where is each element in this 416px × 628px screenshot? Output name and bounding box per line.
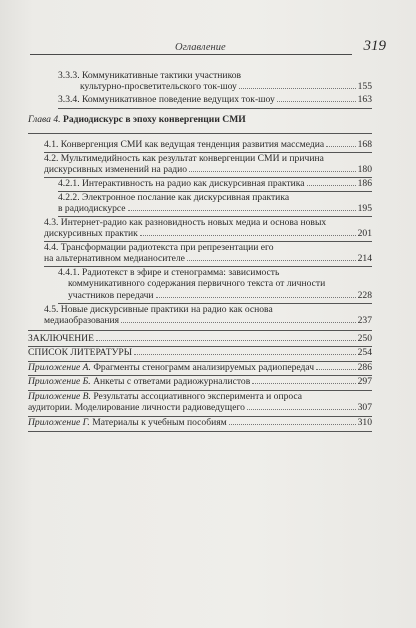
toc-entry-page: 237 [357,315,372,327]
toc-entry-title: 3.3.3. Коммуникативные тактики участников [58,70,242,81]
toc-entry-page: 307 [357,402,372,414]
toc-entry-title: Результаты ассоциативного эксперимента и опроса [93,391,303,402]
toc-entry [58,267,372,301]
toc-entry-title: СПИСОК ЛИТЕРАТУРЫ [28,347,133,358]
leader-dots [277,94,356,102]
leader-dots [134,347,356,355]
leader-dots [189,164,356,172]
toc-entry-title-cont: в радиодискурсе [58,203,126,215]
toc-entry-appendix [28,376,372,387]
chapter-title: Радиодискурс в эпоху конвергенции СМИ [62,114,246,125]
header-rule [30,54,352,55]
toc-entry [44,304,372,327]
toc-entry-page: 310 [357,417,372,428]
section-rule [28,330,372,331]
toc-entry-page: 195 [357,203,372,215]
toc-entry-title-cont: коммуникативного содержания первичного текста от личности [68,278,326,290]
toc-entry-appendix [28,362,372,373]
toc-entry-title: 4.4. Трансформации радиотекста при репрезентации его [44,242,274,253]
leader-dots [316,362,356,370]
toc-entry-bibliography [28,347,372,358]
toc-entry-title: 4.4.1. Радиотекст в эфире и стенограмма: зависимость [58,267,280,278]
leader-dots [229,417,356,425]
toc-entry [58,178,372,189]
toc-entry-page: 168 [357,139,372,150]
leader-dots [247,402,356,410]
toc-entry-title: 4.2.2. Электронное послание как дискурсивная практика [58,192,290,203]
toc-entry-page: 163 [357,94,372,105]
toc-chapter [28,114,372,125]
show-through-text [180,320,182,330]
appendix-prefix: Приложение А. [28,362,91,373]
toc-entry [44,242,372,265]
toc-entry-title-cont: на альтернативном медианосителе [44,253,185,265]
toc-entry-page: 214 [357,253,372,265]
appendix-prefix: Приложение В. [28,391,91,402]
chapter-prefix: Глава 4. [28,114,61,125]
toc-entry-page: 250 [357,333,372,344]
toc-entry-appendix [28,391,372,414]
leader-dots [140,228,356,236]
section-rule [28,133,372,134]
toc-entry-page: 297 [357,376,372,387]
toc-entry-title-cont: дискурсивных практик [44,228,138,240]
leader-dots [252,376,355,384]
toc-entry-appendix [28,417,372,428]
toc-entry [44,139,372,150]
toc-entry-title: 4.2.1. Интерактивность на радио как дискурсивная практика [58,178,305,189]
toc-entry-title: 4.3. Интернет-радио как разновидность новых медиа и основа новых [44,217,327,228]
toc-entry-page: 180 [357,164,372,176]
toc-entry [58,94,372,105]
leader-dots [121,315,356,323]
leader-dots [187,253,356,261]
toc-entry-page: 155 [357,81,372,93]
leader-dots [307,178,356,186]
toc-entry [58,70,372,93]
leader-dots [326,139,355,147]
toc-entry-title-cont: дискурсивных изменений на радио [44,164,188,176]
toc-entry-title-cont: медиаобразования [44,315,120,327]
toc-entry-page: 201 [357,228,372,240]
toc-entry [44,153,372,176]
toc-entry-title: Материалы к учебным пособиям [92,417,227,428]
toc-entry-title: Анкеты с ответами радиожурналистов [93,376,251,387]
page-header [30,38,386,60]
toc-entry-page: 286 [357,362,372,373]
running-title: Оглавление [175,42,226,53]
leader-dots [96,333,356,341]
leader-dots [239,81,356,89]
toc-entry-title: 3.3.4. Коммуникативное поведение ведущих ток-шоу [58,94,275,105]
appendix-prefix: Приложение Б. [28,376,91,387]
toc-entry-title-cont: участников передачи [68,289,154,301]
toc-entry-title: 4.5. Новые дискурсивные практики на радио как основа [44,304,273,315]
toc-entry-conclusion [28,333,372,344]
toc-entry-title-cont: культурно-просветительского ток-шоу [80,81,237,93]
toc-entry-title-cont: аудитории. Моделирование личности радиоведущего [28,402,245,414]
toc-entry-title: 4.2. Мультимедийность как результат конвергенции СМИ и причина [44,153,324,164]
toc-entry [44,217,372,240]
section-rule [58,108,372,109]
toc-entry [58,192,372,215]
leader-dots [128,203,356,211]
page-number: 319 [363,38,386,54]
toc-entry-title: ЗАКЛЮЧЕНИЕ [28,333,94,344]
toc-entry-page: 186 [357,178,372,189]
section-rule [28,431,372,432]
toc-entry-page: 228 [357,289,372,301]
toc-entry-title: 4.1. Конвергенция СМИ как ведущая тенденция развития массмедиа [44,139,325,150]
toc-entry-title: Фрагменты стенограмм анализируемых радиопередач [93,362,315,373]
toc-entry-page: 254 [357,347,372,358]
leader-dots [156,290,356,298]
appendix-prefix: Приложение Г. [28,417,90,428]
